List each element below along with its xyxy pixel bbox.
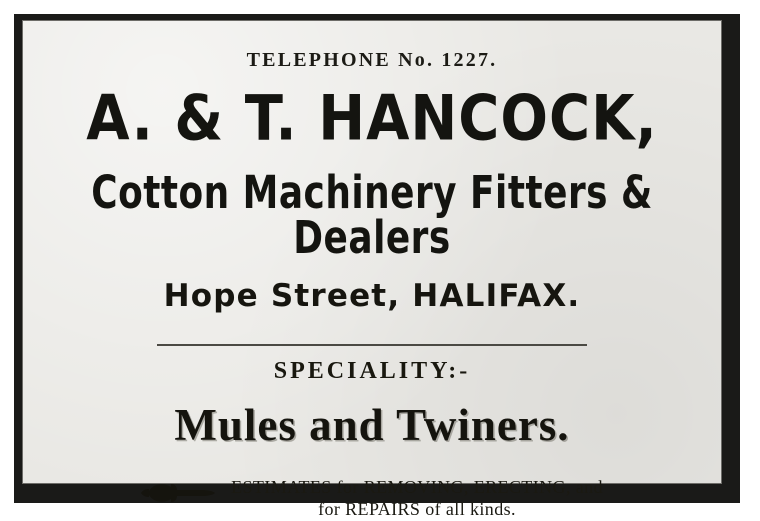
advert-card-shadow [14,14,740,519]
estimates-line-2: for REPAIRS of all kinds. [318,498,516,519]
speciality-products: Mules and Twiners. [174,400,570,450]
trade-description: Cotton Machinery Fitters & Dealers [91,166,653,264]
company-name: A. & T. HANCOCK, [86,82,658,156]
advert-content [23,21,721,519]
estimates-note [231,477,603,521]
speciality-label: SPECIALITY:- [273,358,471,384]
footnote-row [49,477,695,521]
address-line: Hope Street, HALIFAX. [163,278,581,314]
telephone-line: TELEPHONE No. 1227. [246,49,498,71]
estimates-line-1: ESTIMATES for REMOVING, ERECTING, and [231,477,603,497]
pointing-hand-icon [141,481,217,512]
advert-card [22,20,722,519]
horizontal-divider [157,344,587,346]
